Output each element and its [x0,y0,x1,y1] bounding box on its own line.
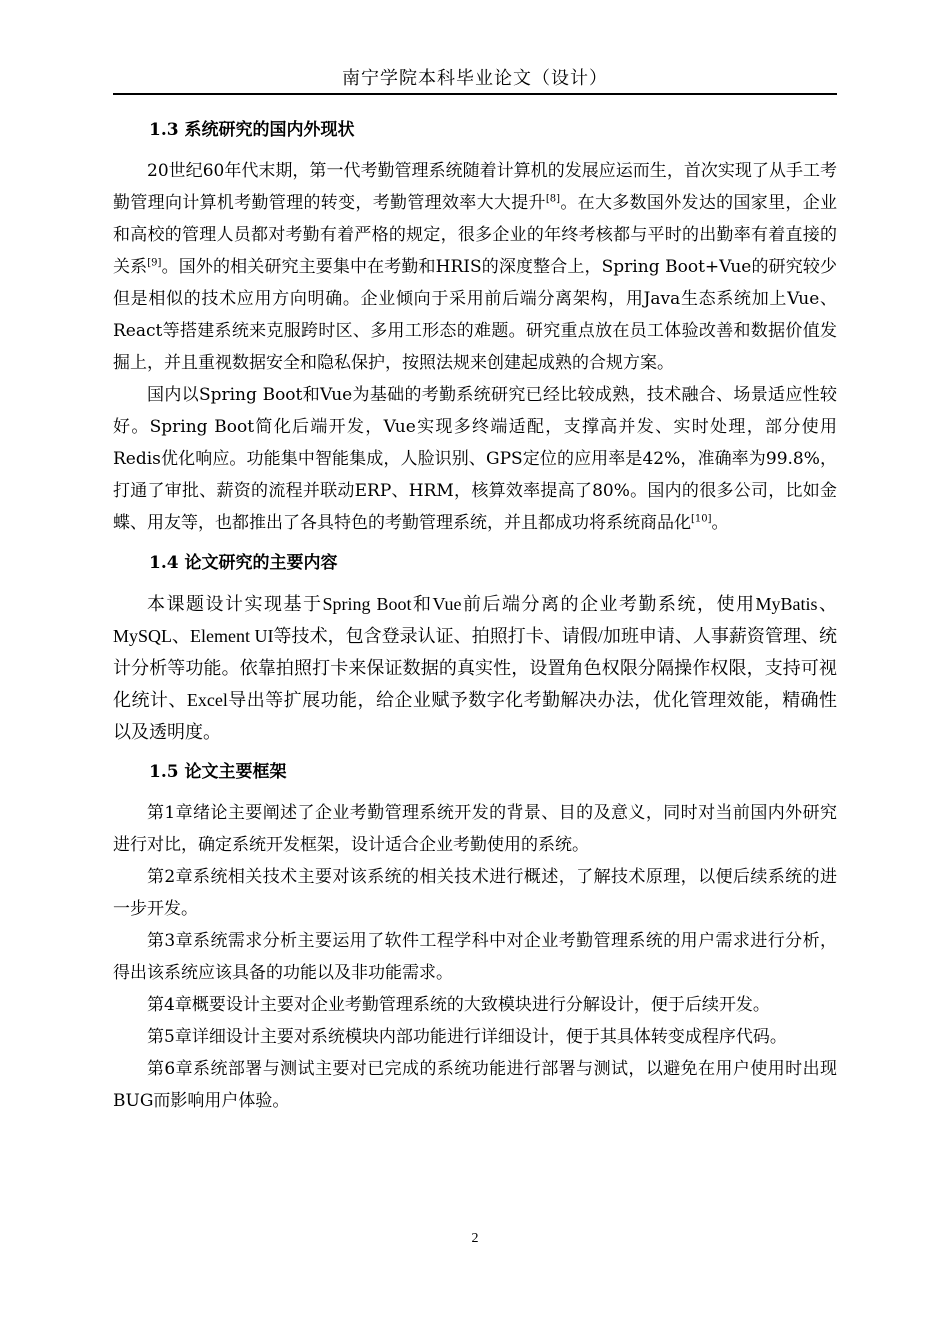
chapter-summary: 第4章概要设计主要对企业考勤管理系统的大致模块进行分解设计，便于后续开发。 [147,995,770,1015]
paragraph-text: 。国外的相关研究主要集中在考勤和HRIS的深度整合上，Spring Boot+Vue的研究较少但是相似的技术应用方向明确。企业倾向于采用前后端分离架构，用Java生态系统加上Vue、React等搭建系统来克服跨时区、多用工形态的难题。研究重点放在员工体验改善和数据价值发掘上，并且重视数据安全和隐私保护，按照法规来创建起成熟的合规方案。 [113,257,837,373]
paragraph-text: 20世纪60年代末期，第一代考勤管理系统随着计算机的发展应运而生，首次实现了从手工考勤管理向计算机考勤管理的转变，考勤管理效率大大提升 [113,161,837,213]
chapter-summary: 第3章系统需求分析主要运用了软件工程学科中对企业考勤管理系统的用户需求进行分析，得出该系统应该具备的功能以及非功能需求。 [113,931,837,983]
paragraph [113,155,837,379]
paragraph-text: 。在大多数国外发达的国家里，企业和高校的管理人员都对考勤有着严格的规定，很多企业的年终考核都与平时的出勤率有着直接的关系 [113,193,838,277]
chapter-summary: 第2章系统相关技术主要对该系统的相关技术进行概述，了解技术原理，以便后续系统的进一步开发。 [113,867,837,919]
paragraph-text: 。 [711,513,729,533]
paragraph: 本课题设计实现基于Spring Boot和Vue前后端分离的企业考勤系统，使用MyBatis、MySQL、Element UI等技术，包含登录认证、拍照打卡、请假/加班申请、人事薪资管理、统计分析等功能。依靠拍照打卡来保证数据的真实性，设置角色权限分隔操作权限，支持可视化统计、Excel导出等扩展功能，给企业赋予数字化考勤解决办法，优化管理效能，精确性以及透明度。 [113,594,837,742]
citation-ref: [9] [147,257,162,269]
header-rule [113,93,837,95]
citation-ref: [8] [545,193,560,205]
page-body [113,114,837,1117]
paragraph [113,379,837,539]
section-heading-1-5: 1.5 论文主要框架 [149,762,287,782]
paragraph-text: 国内以Spring Boot和Vue为基础的考勤系统研究已经比较成熟，技术融合、场景适应性较好。Spring Boot简化后端开发，Vue实现多终端适配，支撑高并发、实时处理，部分使用Redis优化响应。功能集中智能集成，人脸识别、GPS定位的应用率是42%，准确率为99.8%，打通了审批、薪资的流程并联动ERP、HRM，核算效率提高了80%。国内的很多公司，比如金蝶、用友等，也都推出了各具特色的考勤管理系统，并且都成功将系统商品化 [113,385,837,533]
citation-ref: [10] [691,513,712,525]
section-heading-1-3: 1.3 系统研究的国内外现状 [149,120,355,140]
chapter-summary: 第5章详细设计主要对系统模块内部功能进行详细设计，便于其具体转变成程序代码。 [147,1027,787,1047]
section-heading-1-4: 1.4 论文研究的主要内容 [149,553,338,573]
chapter-summary: 第6章系统部署与测试主要对已完成的系统功能进行部署与测试，以避免在用户使用时出现BUG而影响用户体验。 [113,1059,837,1111]
running-header: 南宁学院本科毕业论文（设计） [342,68,608,89]
chapter-summary: 第1章绪论主要阐述了企业考勤管理系统开发的背景、目的及意义，同时对当前国内外研究进行对比，确定系统开发框架，设计适合企业考勤使用的系统。 [113,803,837,855]
page-number: 2 [471,1231,479,1246]
